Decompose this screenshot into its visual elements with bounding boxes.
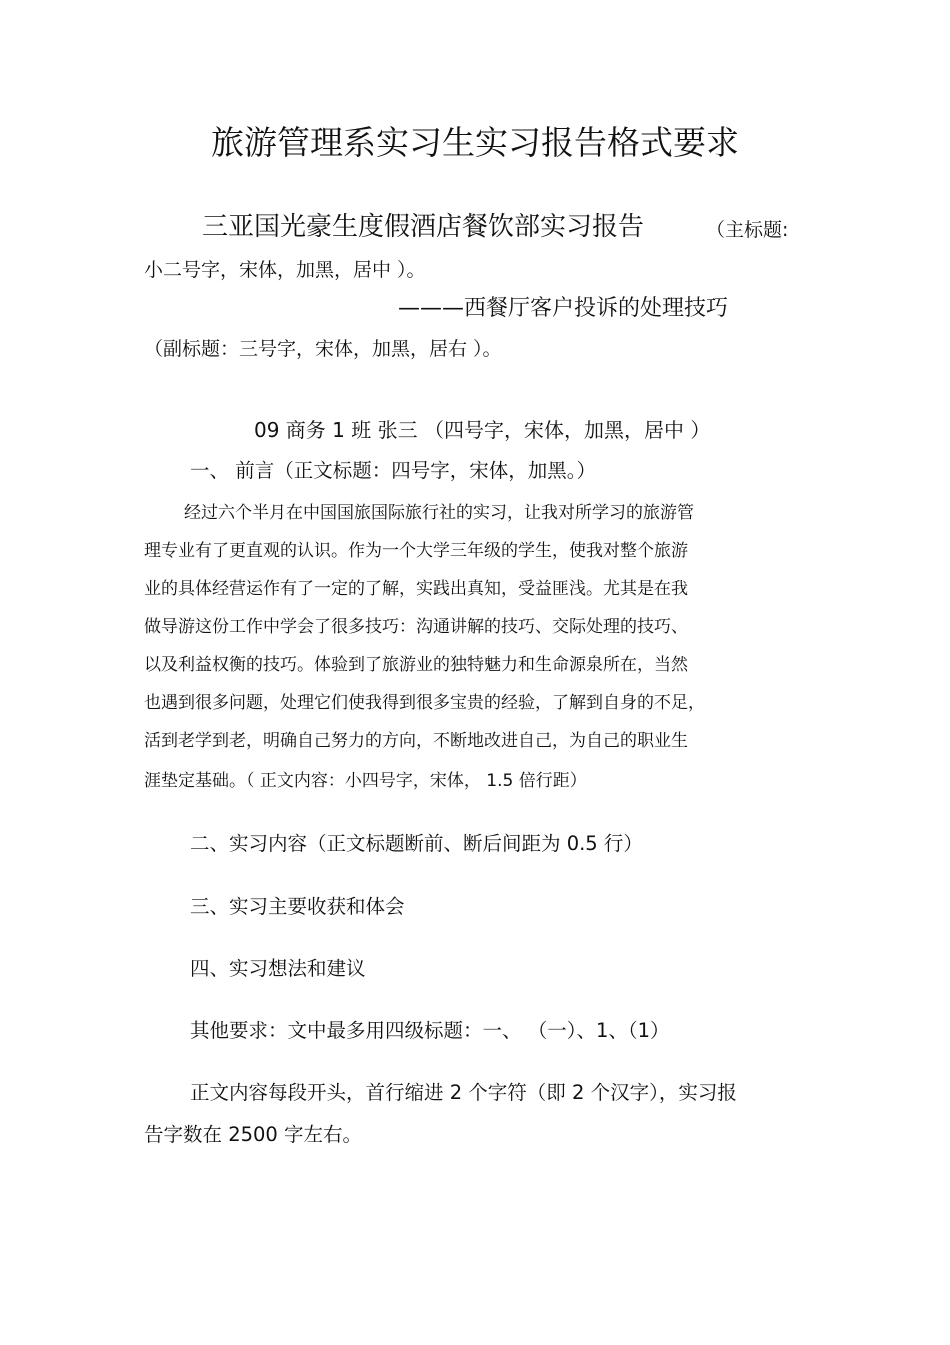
body-line: 活到老学到老，明确自己努力的方向，不断地改进自己，为自己的职业生 (144, 731, 688, 751)
sub-title-format-note: （副标题：三号字，宋体，加黑，居右 ）。 (144, 338, 502, 360)
body-line: 涯垫定基础。（ 正文内容：小四号字，宋体， 1.5 倍行距） (144, 771, 587, 791)
body-line: 做导游这份工作中学会了很多技巧：沟通讲解的技巧、交际处理的技巧、 (144, 617, 688, 637)
document-title: 旅游管理系实习生实习报告格式要求 (211, 123, 739, 162)
body-line: 理专业有了更直观的认识。作为一个大学三年级的学生，使我对整个旅游 (144, 541, 688, 561)
sub-title: ———西餐厅客户投诉的处理技巧 (398, 296, 729, 321)
author-line: 09 商务 1 班 张三 （四号字，宋体，加黑，居中 ） (254, 418, 711, 442)
section-heading-preface: 一、 前言（正文标题：四号字，宋体，加黑。） (190, 459, 596, 482)
body-line: 以及利益权衡的技巧。体验到了旅游业的独特魅力和生命源泉所在，当然 (144, 655, 688, 675)
section-heading-internship-content: 二、实习内容（正文标题断前、断后间距为 0.5 行） (190, 832, 643, 855)
final-paragraph-line: 告字数在 2500 字左右。 (144, 1123, 363, 1146)
main-title: 三亚国光豪生度假酒店餐饮部实习报告 (202, 212, 645, 242)
body-line: 业的具体经营运作有了一定的了解，实践出真知，受益匪浅。尤其是在我 (144, 579, 688, 599)
final-paragraph-line: 正文内容每段开头，首行缩进 2 个字符（即 2 个汉字），实习报 (190, 1081, 737, 1104)
body-line: 也遇到很多问题，处理它们使我得到很多宝贵的经验，了解到自身的不足， (144, 693, 705, 713)
section-heading-suggestions: 四、实习想法和建议 (190, 957, 366, 980)
other-requirements: 其他要求：文中最多用四级标题：一、 （一）、1、（1） (190, 1019, 670, 1042)
section-heading-gains: 三、实习主要收获和体会 (190, 895, 405, 918)
body-line: 经过六个半月在中国国旅国际旅行社的实习，让我对所学习的旅游管 (184, 503, 694, 523)
main-title-format-note-continued: 小二号字，宋体，加黑，居中 ）。 (144, 259, 426, 281)
main-title-format-note: （主标题: (706, 219, 789, 241)
